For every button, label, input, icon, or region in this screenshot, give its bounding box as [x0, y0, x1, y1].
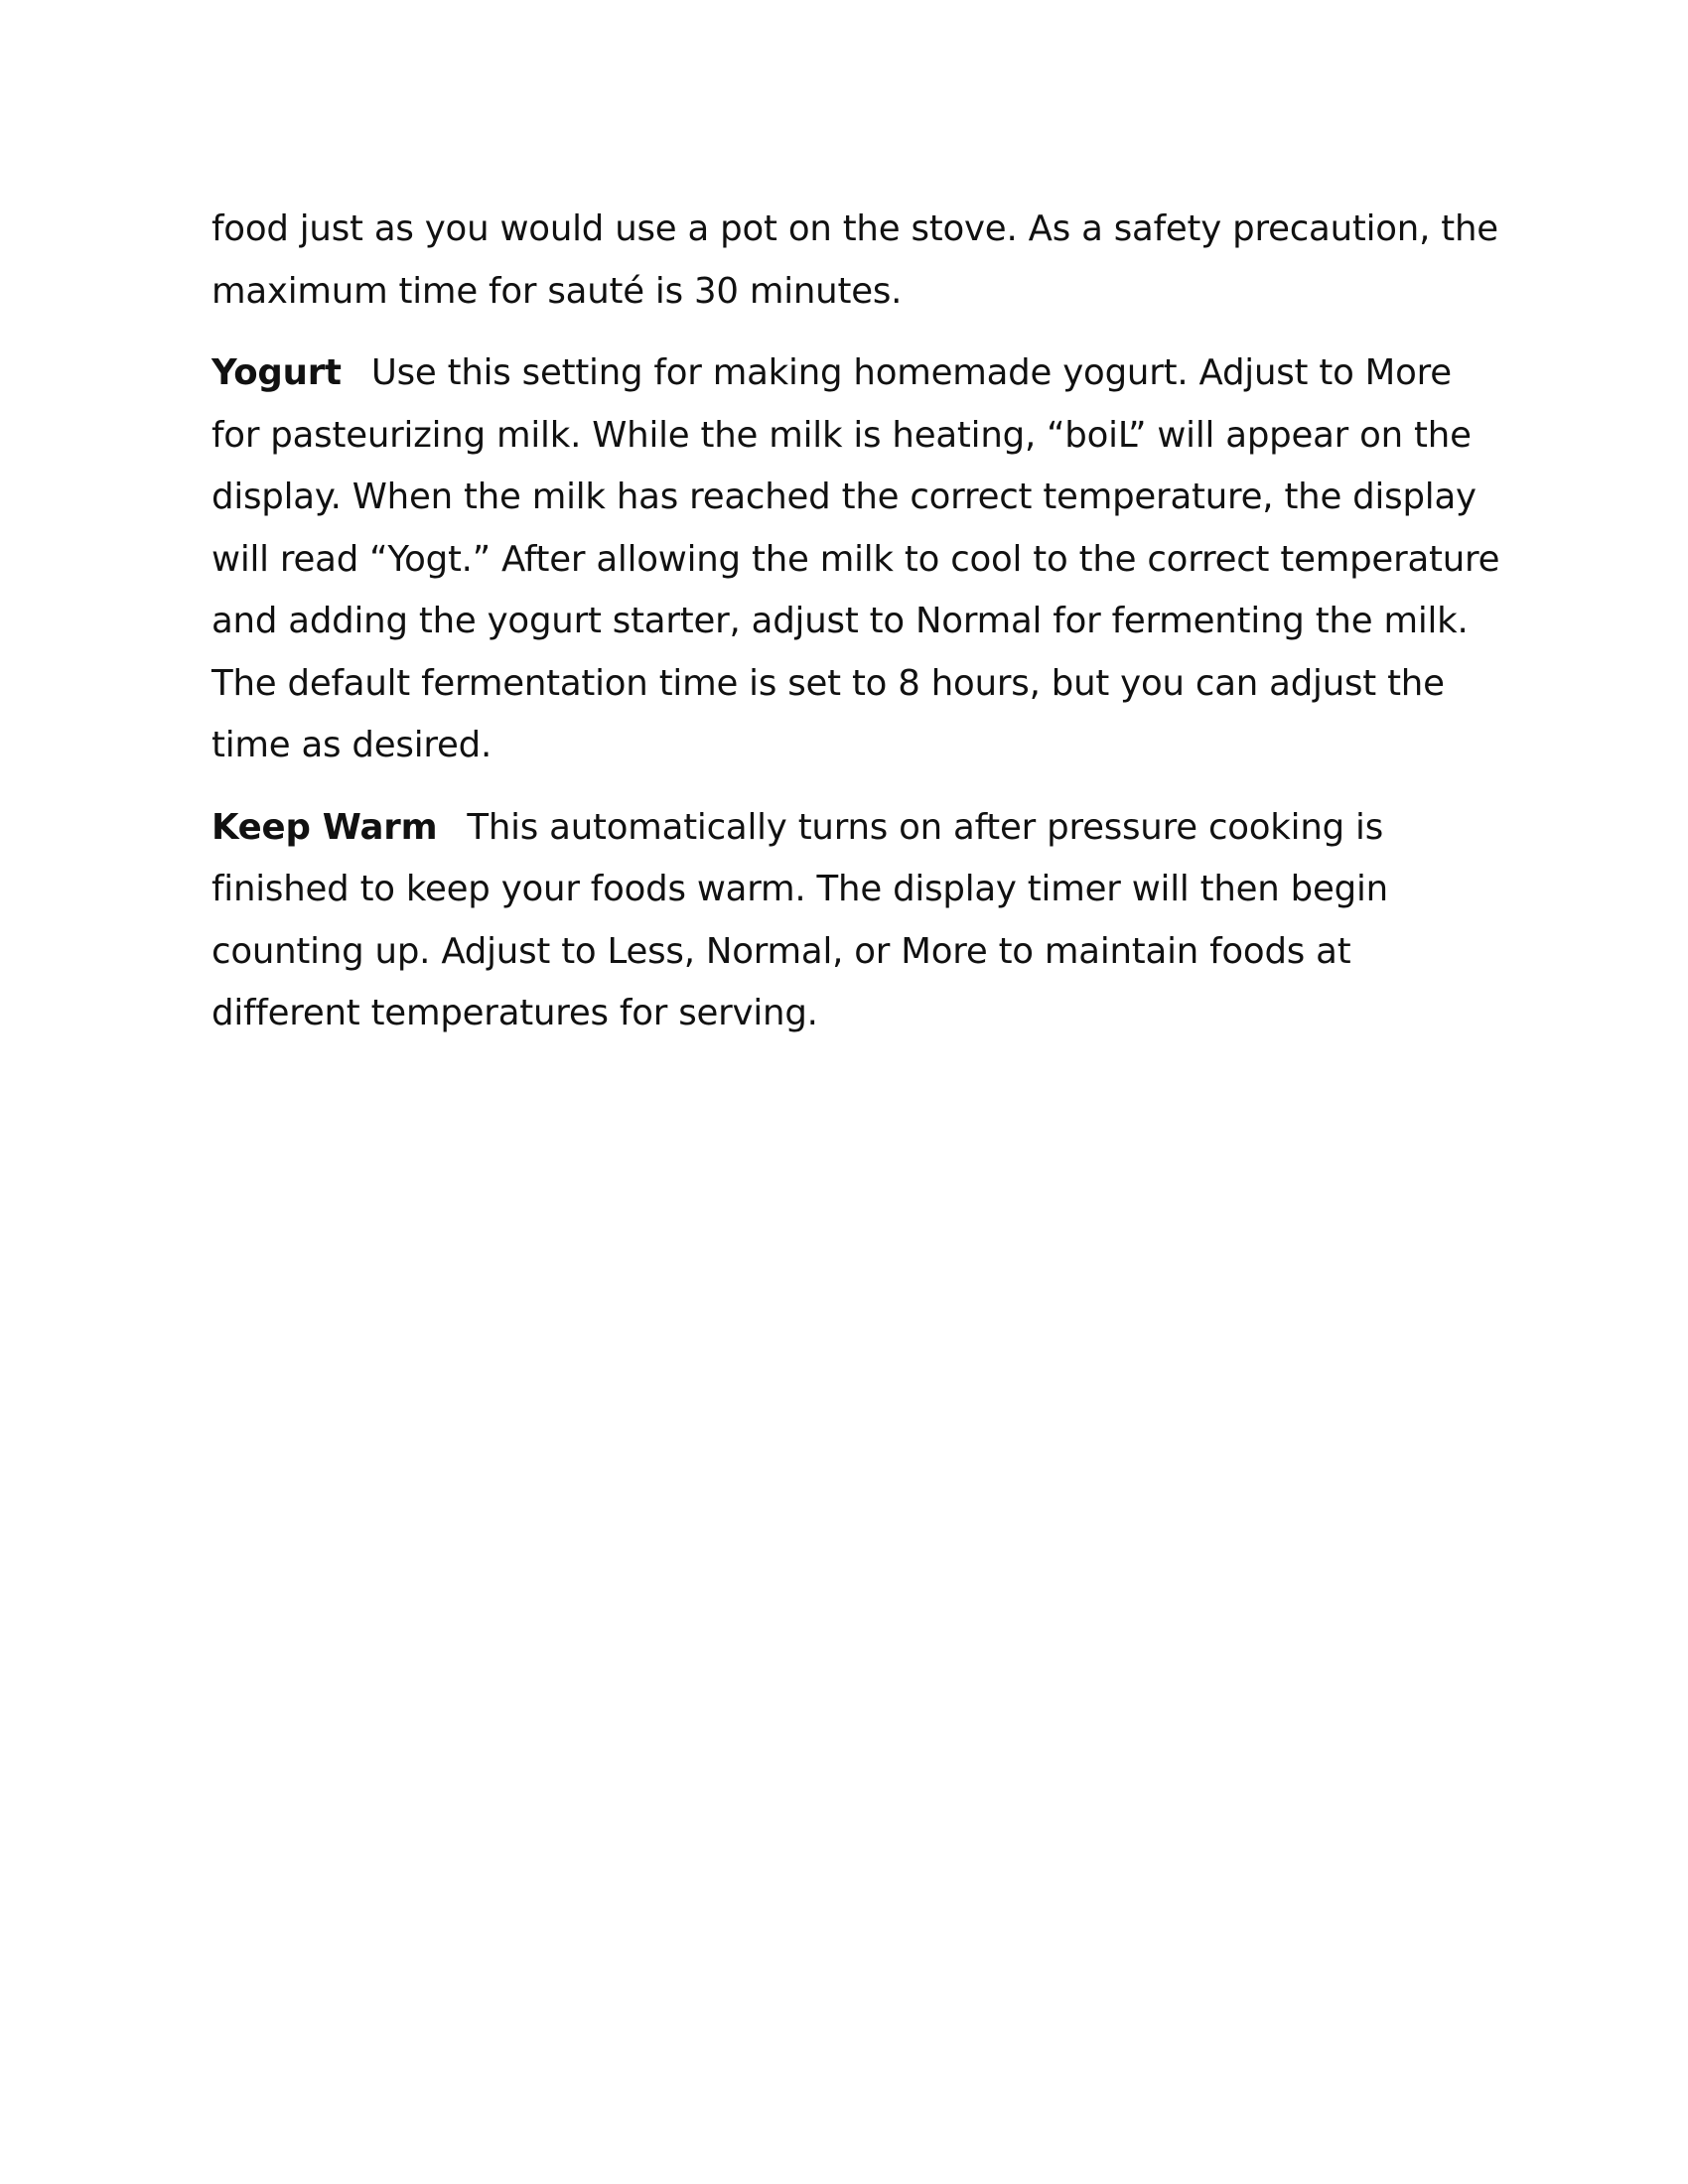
yogurt-paragraph	[211, 342, 1502, 777]
yogurt-term: Yogurt	[211, 352, 342, 393]
saute-continuation-paragraph	[211, 199, 1502, 323]
keep-warm-description: This automatically turns on after pressure cooking is finished to keep your foods warm. The display timer will then begin counting up. Adjust to Less, Normal, or More to maintain foods at different temperatures for serving.	[211, 806, 1388, 1033]
yogurt-description: Use this setting for making homemade yogurt. Adjust to More for pasteurizing milk. While the milk is heating, “boiL” will appear on the display. When the milk has reached the correct temperature, the display will read “Yogt.” After allowing the milk to cool to the correct temperature and adding the yogurt starter, adjust to Normal for fermenting the milk. The default fermentation time is set to 8 hours, but you can adjust the time as desired.	[211, 352, 1500, 765]
keep-warm-paragraph	[211, 797, 1502, 1045]
paragraph-text: food just as you would use a pot on the stove. As a safety precaution, the maximum time for sauté is 30 minutes.	[211, 208, 1498, 312]
document-page	[211, 199, 1502, 1065]
keep-warm-term: Keep Warm	[211, 806, 438, 848]
